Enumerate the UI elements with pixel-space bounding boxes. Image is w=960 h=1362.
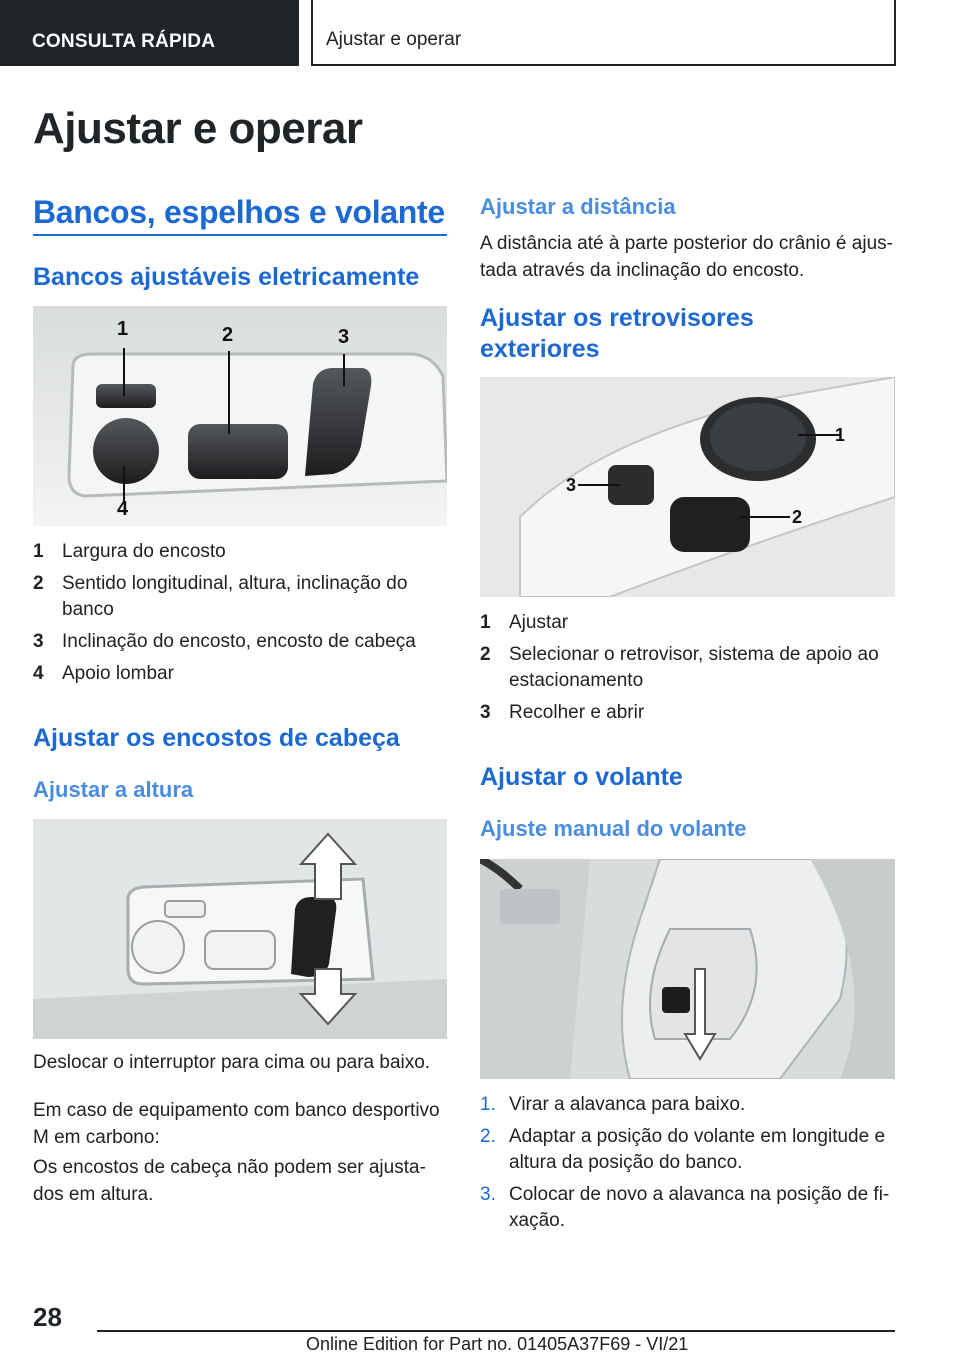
distance-subheading: Ajustar a distância	[480, 194, 676, 219]
distance-text: A distância até à parte posterior do crânio é ajus-tada através da inclinação do encosto.	[480, 233, 893, 281]
footer-text: Online Edition for Part no. 01405A37F69 - VI/21	[306, 1334, 689, 1354]
section-heading: Bancos, espelhos e volante	[33, 194, 445, 230]
seat-controls-figure	[33, 306, 447, 526]
chapter-tab: Ajustar e operar	[311, 0, 896, 66]
callout-2: 2	[792, 507, 803, 527]
list-item: 2 Selecionar o retrovisor, sistema de apoio ao estacionamento	[480, 644, 879, 691]
mirror-controls-figure	[480, 377, 895, 597]
headrest-figure	[33, 819, 447, 1039]
wheel-steps	[480, 1092, 895, 1240]
headrest-note: Em caso de equipamento com banco desportivo M em carbono:	[33, 1100, 440, 1148]
callout-4: 4	[117, 498, 129, 520]
headrest-instruction: Deslocar o interruptor para cima ou para baixo.	[33, 1052, 431, 1073]
list-item: 1 Ajustar	[480, 612, 569, 633]
section-tab: CONSULTA RÁPIDA	[0, 0, 299, 66]
list-item: 3 Inclinação do encosto, encosto de cabeça	[33, 631, 416, 652]
wheel-subheading: Ajuste manual do volante	[480, 816, 747, 841]
steering-lever-figure	[480, 859, 895, 1079]
callout-3: 3	[566, 475, 577, 495]
list-item: 1. Virar a alavanca para baixo.	[480, 1094, 746, 1115]
headrest-heading: Ajustar os encostos de cabeça	[33, 724, 400, 752]
seats-heading: Bancos ajustáveis eletricamente	[33, 263, 420, 291]
list-item: 2 Sentido longitudinal, altura, inclinação do banco	[33, 573, 408, 620]
list-item: 4 Apoio lombar	[33, 663, 174, 684]
wheel-heading: Ajustar o volante	[480, 763, 683, 791]
footer-rule	[97, 1330, 895, 1332]
list-item: 3. Colocar de novo a alavanca na posição de fi-xação.	[480, 1184, 890, 1231]
callout-2: 2	[222, 324, 234, 346]
list-item: 1 Largura do encosto	[33, 541, 226, 562]
section-heading-rule	[33, 234, 447, 236]
mirror-legend	[480, 610, 895, 732]
callout-1: 1	[117, 318, 129, 340]
page-title: Ajustar e operar	[33, 104, 363, 153]
callout-1: 1	[835, 425, 846, 445]
headrest-carbon-note: Os encostos de cabeça não podem ser ajusta-dos em altura.	[33, 1157, 426, 1205]
callout-3: 3	[338, 326, 350, 348]
seat-legend	[33, 539, 447, 693]
headrest-subheading: Ajustar a altura	[33, 777, 194, 802]
list-item: 3 Recolher e abrir	[480, 702, 645, 723]
page-header	[0, 0, 960, 66]
page-number: 28	[33, 1302, 62, 1332]
list-item: 2. Adaptar a posição do volante em longitude e altura da posição do banco.	[480, 1126, 886, 1173]
mirrors-heading: Ajustar os retrovisores exteriores	[480, 304, 754, 363]
